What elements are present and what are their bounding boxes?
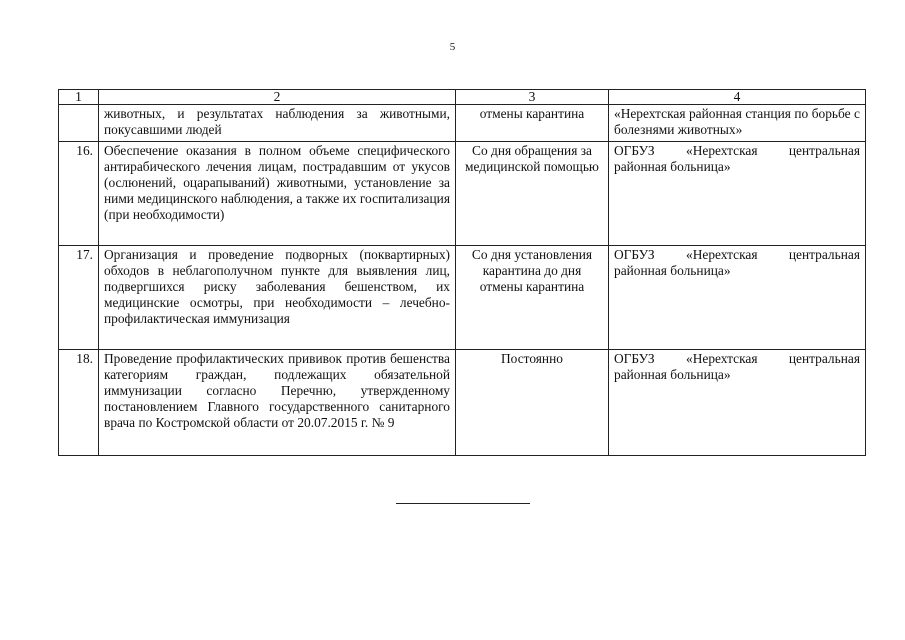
table-header-row <box>59 90 866 105</box>
measure-executor: ОГБУЗ «Нерехтская центральная районная больница» <box>609 350 866 456</box>
measure-period: отмены карантина <box>456 105 609 142</box>
measures-table <box>58 89 866 456</box>
table-row <box>59 142 866 246</box>
measure-period: Со дня обращения за медицинской помощью <box>456 142 609 246</box>
row-number <box>59 105 99 142</box>
measure-description: Обеспечение оказания в полном объеме специфического антирабического лечения лицам, пострадавшим от укусов (ослюнений, оцарапываний) животными, установление за ними медицинского наблюдения, а также их госпитализация (при необходимости) <box>99 142 456 246</box>
measure-executor: ОГБУЗ «Нерехтская центральная районная больница» <box>609 246 866 350</box>
measure-period: Со дня установления карантина до дня отмены карантина <box>456 246 609 350</box>
measure-executor: «Нерехтская районная станция по борьбе с болезнями животных» <box>609 105 866 142</box>
table-row <box>59 105 866 142</box>
row-number: 16. <box>59 142 99 246</box>
table-row <box>59 246 866 350</box>
header-col-1: 1 <box>59 90 99 105</box>
header-col-4: 4 <box>609 90 866 105</box>
measure-period: Постоянно <box>456 350 609 456</box>
row-number: 18. <box>59 350 99 456</box>
row-number: 17. <box>59 246 99 350</box>
header-col-3: 3 <box>456 90 609 105</box>
end-rule <box>396 503 530 504</box>
page-number: 5 <box>449 41 456 53</box>
table-row <box>59 350 866 456</box>
measure-description: Организация и проведение подворных (поквартирных) обходов в неблагополучном пункте для выявления лиц, подвергшихся риску заболевания бешенством, их медицинские осмотры, при необходимости – лечебно-профилактическая иммунизация <box>99 246 456 350</box>
measure-description: животных, и результатах наблюдения за животными, покусавшими людей <box>99 105 456 142</box>
measure-description: Проведение профилактических прививок против бешенства категориям граждан, подлежащих обязательной иммунизации согласно Перечню, утвержденному постановлением Главного государственного санитарного врача по Костромской области от 20.07.2015 г. № 9 <box>99 350 456 456</box>
header-col-2: 2 <box>99 90 456 105</box>
measure-executor: ОГБУЗ «Нерехтская центральная районная больница» <box>609 142 866 246</box>
